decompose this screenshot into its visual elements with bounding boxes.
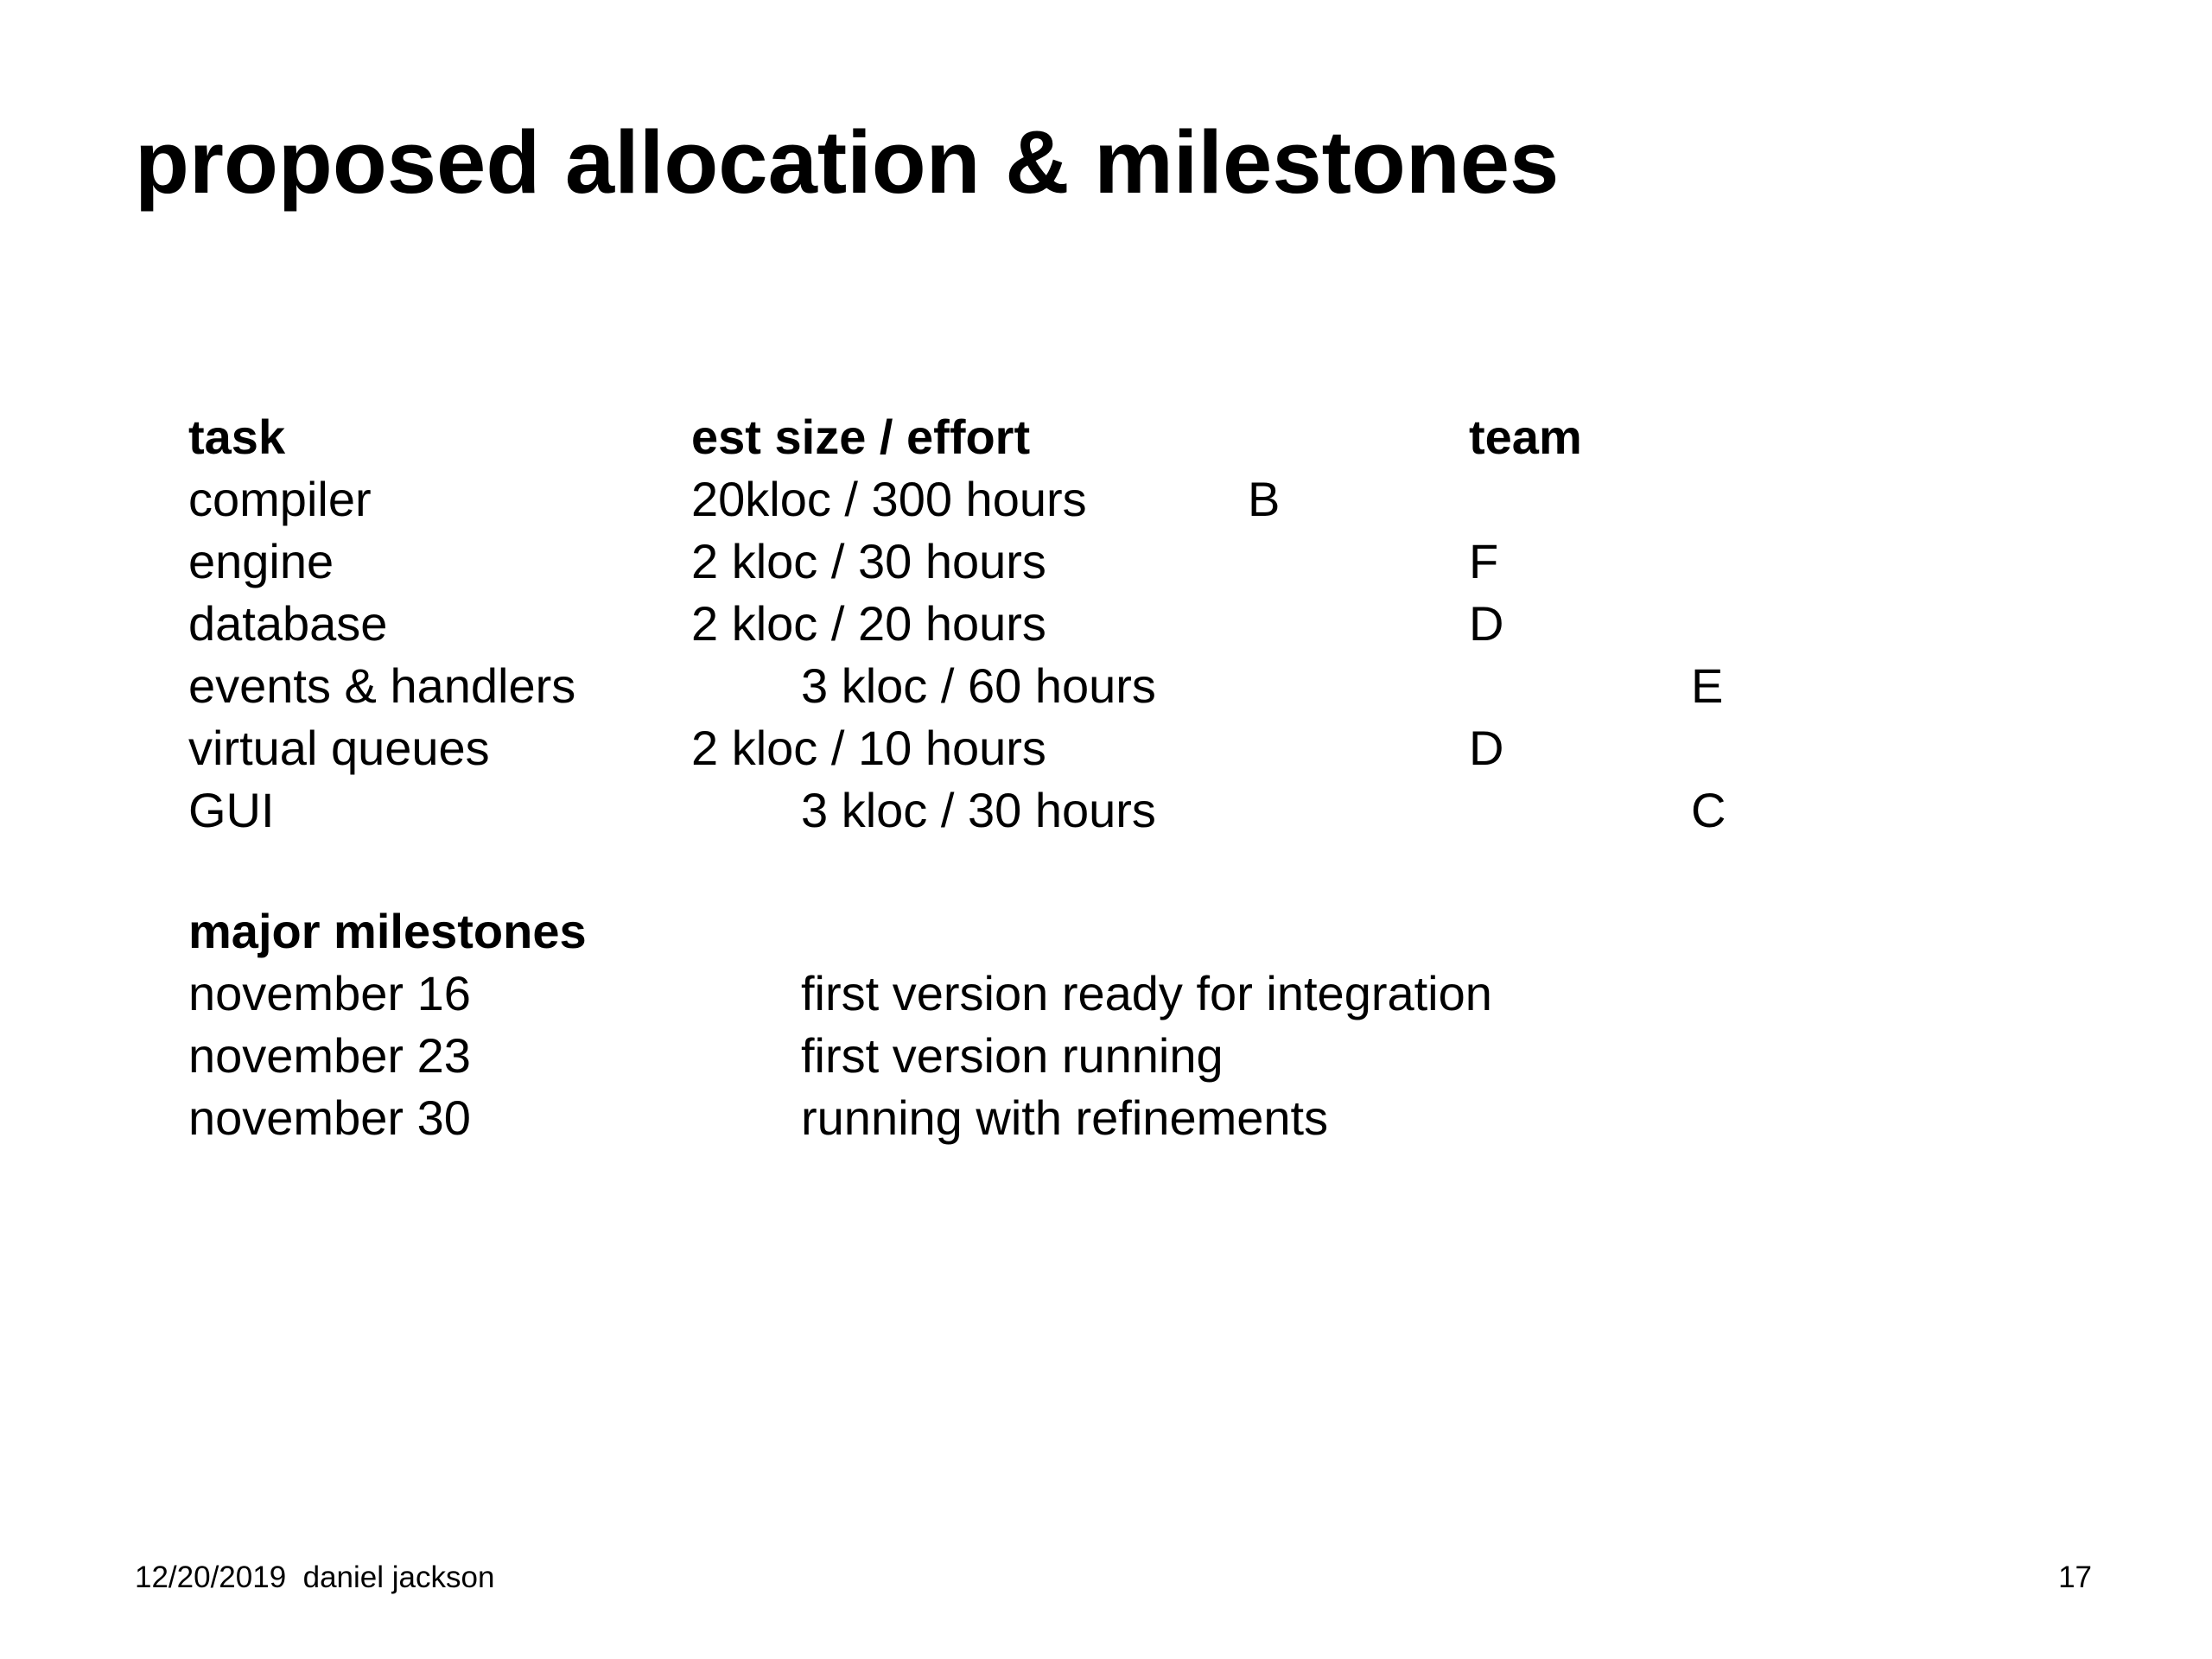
milestone-description: running with refinements xyxy=(801,1090,1329,1145)
table-cell-team: D xyxy=(1469,596,1504,651)
table-cell-team: D xyxy=(1469,721,1504,775)
footer-date-author: 12/20/2019 daniel jackson xyxy=(135,1560,495,1594)
table-cell-task: virtual queues xyxy=(188,721,490,775)
table-header-team: team xyxy=(1469,410,1582,464)
table-cell-effort: 2 kloc / 10 hours xyxy=(691,721,1046,775)
table-cell-task: GUI xyxy=(188,783,275,837)
table-cell-team: B xyxy=(1248,472,1281,526)
table-header-task: task xyxy=(188,410,286,464)
table-cell-effort: 2 kloc / 30 hours xyxy=(691,534,1046,588)
table-cell-task: events & handlers xyxy=(188,658,576,713)
table-cell-team: C xyxy=(1691,783,1726,837)
table-cell-team: F xyxy=(1469,534,1499,588)
table-cell-task: engine xyxy=(188,534,334,588)
table-cell-effort: 2 kloc / 20 hours xyxy=(691,596,1046,651)
milestone-description: first version ready for integration xyxy=(801,966,1492,1020)
table-header-effort: est size / effort xyxy=(691,410,1031,464)
table-cell-task: compiler xyxy=(188,472,372,526)
milestone-date: november 23 xyxy=(188,1028,471,1083)
page-number: 17 xyxy=(2058,1560,2092,1594)
milestone-date: november 30 xyxy=(188,1090,471,1145)
table-cell-effort: 20kloc / 300 hours xyxy=(691,472,1087,526)
table-cell-task: database xyxy=(188,596,388,651)
milestones-heading: major milestones xyxy=(188,904,587,958)
table-cell-team: E xyxy=(1691,658,1724,713)
table-cell-effort: 3 kloc / 60 hours xyxy=(801,658,1156,713)
table-cell-effort: 3 kloc / 30 hours xyxy=(801,783,1156,837)
milestone-date: november 16 xyxy=(188,966,471,1020)
slide-title: proposed allocation & milestones xyxy=(135,112,1560,212)
milestone-description: first version running xyxy=(801,1028,1224,1083)
